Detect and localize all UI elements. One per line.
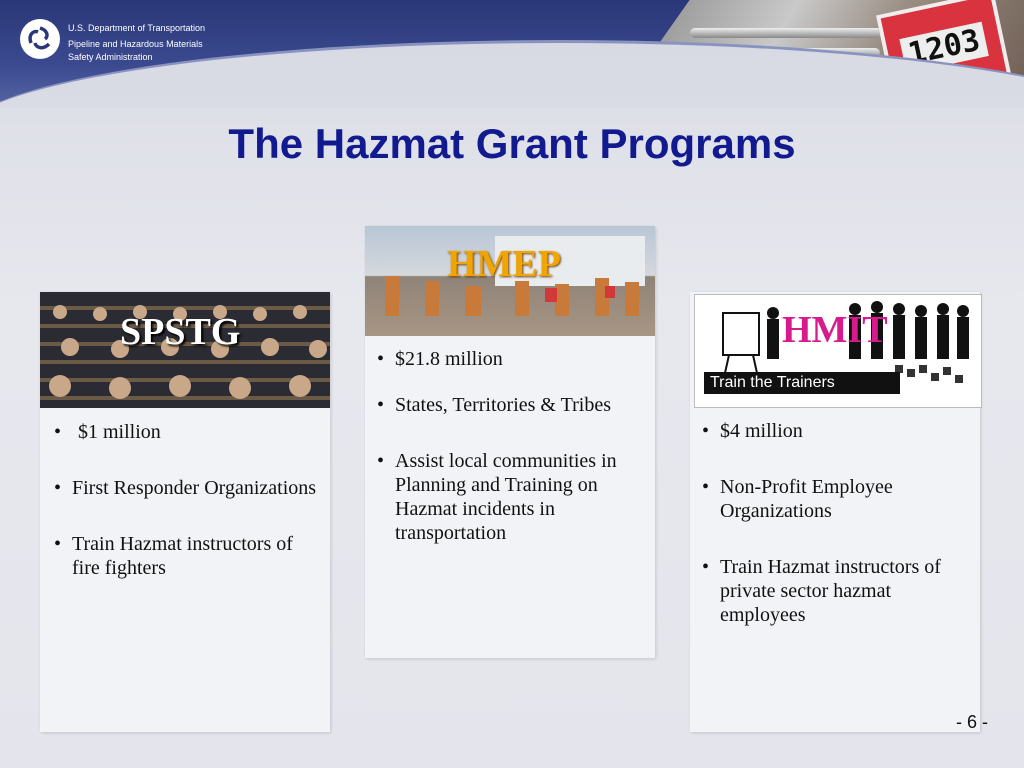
list-item: • $4 million [702, 420, 803, 442]
list-item: • Non-Profit Employee Organizations [702, 476, 893, 522]
agency-line: Pipeline and Hazardous Materials [68, 39, 203, 49]
pipe-graphic [690, 28, 890, 38]
list-item: • First Responder Organizations [54, 477, 317, 499]
card-label: SPSTG [120, 311, 241, 353]
card-hmep [365, 226, 655, 658]
card-hmit [690, 292, 980, 732]
bullet-list [54, 420, 324, 612]
bullet-list [702, 419, 974, 659]
train-the-trainers-banner: Train the Trainers [704, 372, 900, 394]
placard-number: 1203 [899, 21, 989, 73]
bullet-list [377, 347, 649, 577]
card-spstg [40, 292, 330, 732]
list-item: • Assist local communities in Planning and Training on Hazmat incidents in transportation [377, 450, 617, 544]
list-item: • $1 million [54, 421, 161, 443]
page-title: The Hazmat Grant Programs [228, 120, 796, 167]
card-label: HMIT [782, 309, 888, 351]
dot-logo-icon [20, 19, 60, 59]
list-item: • Train Hazmat instructors of private sector hazmat employees [702, 556, 941, 626]
agency-name [68, 22, 205, 64]
agency-line: U.S. Department of Transportation [68, 23, 206, 33]
list-item: • $21.8 million [377, 348, 503, 370]
list-item: • Train Hazmat instructors of fire fighters [54, 533, 293, 579]
agency-line: Safety Administration [68, 52, 153, 62]
header-band [0, 0, 1024, 108]
list-item: • States, Territories & Tribes [377, 394, 612, 416]
card-label: HMEP [447, 243, 561, 285]
page-number: - 6 - [955, 712, 988, 732]
